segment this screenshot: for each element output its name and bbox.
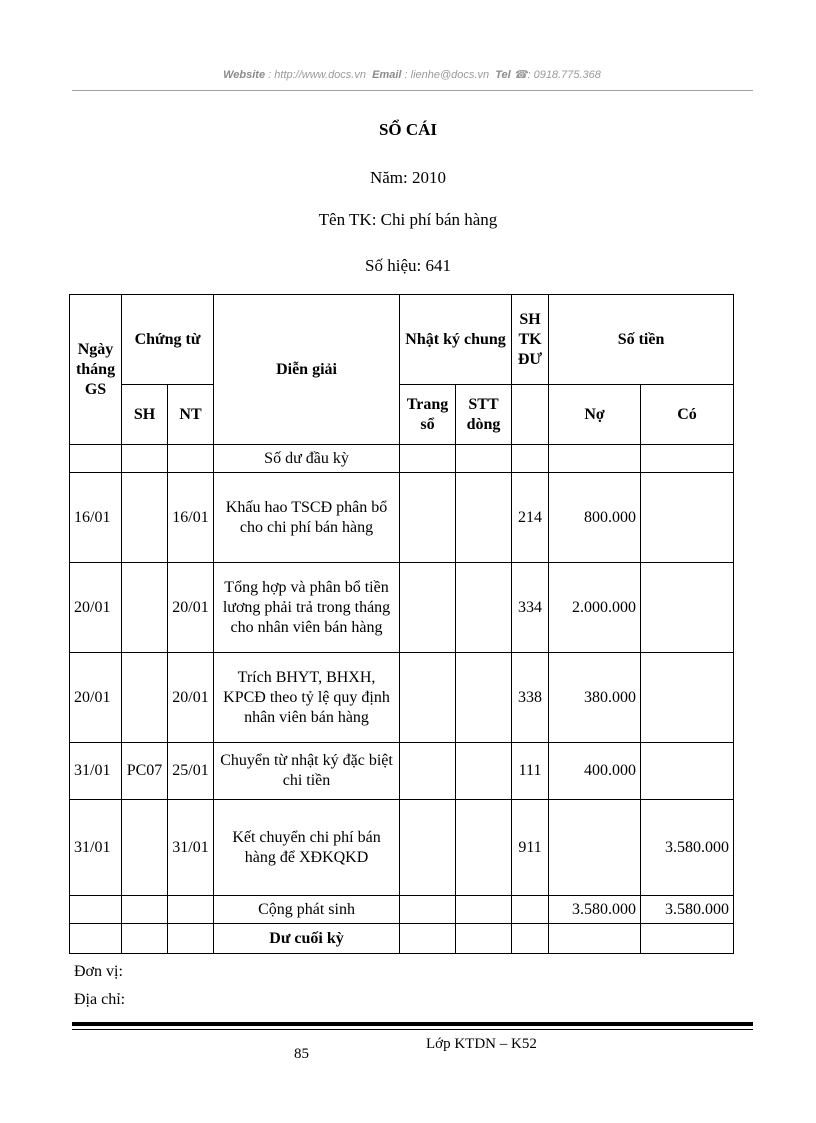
row-contra: 334 <box>512 563 549 653</box>
header-voucher-date: NT <box>168 385 214 445</box>
footer-divider-thin <box>72 1029 753 1030</box>
header-journal: Nhật ký chung <box>400 295 512 385</box>
row-line <box>456 653 512 743</box>
row-debit: 800.000 <box>549 473 641 563</box>
class-label: Lớp KTDN – K52 <box>426 1036 537 1052</box>
row-date: 31/01 <box>70 800 122 896</box>
row-description: Trích BHYT, BHXH, KPCĐ theo tỷ lệ quy định nhân viên bán hàng <box>214 653 400 743</box>
row-date: 16/01 <box>70 473 122 563</box>
row-page <box>400 800 456 896</box>
header-divider <box>72 90 753 91</box>
row-debit: 2.000.000 <box>549 563 641 653</box>
row-credit <box>641 743 734 800</box>
row-date: 20/01 <box>70 653 122 743</box>
page-number: 85 <box>294 1046 309 1062</box>
tel-label: Tel <box>495 69 511 81</box>
row-credit <box>641 473 734 563</box>
website-header <box>72 68 752 81</box>
header-page: Trang sổ <box>400 385 456 445</box>
row-contra: 214 <box>512 473 549 563</box>
opening-balance-label: Số dư đầu kỳ <box>214 445 400 473</box>
row-line <box>456 473 512 563</box>
row-date: 31/01 <box>70 743 122 800</box>
header-voucher: Chứng từ <box>122 295 214 385</box>
header-date: Ngày tháng GS <box>70 295 122 445</box>
row-description: Tổng hợp và phân bổ tiền lương phải trả trong tháng cho nhân viên bán hàng <box>214 563 400 653</box>
row-page <box>400 473 456 563</box>
header-line: STT dòng <box>456 385 512 445</box>
row-voucher-no: PC07 <box>122 743 168 800</box>
unit-label: Đơn vị: <box>74 963 123 980</box>
row-voucher-date: 25/01 <box>168 743 214 800</box>
table-row <box>70 800 734 896</box>
account-code: Số hiệu: 641 <box>365 256 451 275</box>
row-line <box>456 743 512 800</box>
row-voucher-date: 20/01 <box>168 653 214 743</box>
email-label: Email <box>372 69 402 81</box>
row-contra: 338 <box>512 653 549 743</box>
row-voucher-no <box>122 473 168 563</box>
table-row <box>70 743 734 800</box>
total-label: Cộng phát sinh <box>214 896 400 924</box>
account-name: Tên TK: Chi phí bán hàng <box>318 210 498 229</box>
header-contra-blank <box>512 385 549 445</box>
row-page <box>400 653 456 743</box>
row-debit: 400.000 <box>549 743 641 800</box>
ledger-title: SỔ CÁI <box>378 120 438 139</box>
row-line <box>456 563 512 653</box>
total-credit: 3.580.000 <box>641 896 734 924</box>
row-date: 20/01 <box>70 563 122 653</box>
row-debit: 380.000 <box>549 653 641 743</box>
row-line <box>456 800 512 896</box>
website-label: Website <box>223 69 266 81</box>
opening-balance-row <box>70 445 734 473</box>
row-description: Kết chuyển chi phí bán hàng để XĐKQKD <box>214 800 400 896</box>
ledger-year: Năm: 2010 <box>369 168 447 187</box>
table-row <box>70 653 734 743</box>
row-voucher-date: 20/01 <box>168 563 214 653</box>
row-voucher-no <box>122 563 168 653</box>
closing-balance-row <box>70 924 734 954</box>
row-contra: 111 <box>512 743 549 800</box>
total-debit: 3.580.000 <box>549 896 641 924</box>
row-description: Chuyển từ nhật ký đặc biệt chi tiền <box>214 743 400 800</box>
header-description: Diễn giải <box>214 295 400 445</box>
address-label: Địa chỉ: <box>74 991 126 1008</box>
row-description: Khấu hao TSCĐ phân bổ cho chi phí bán hàng <box>214 473 400 563</box>
header-amount: Số tiền <box>549 295 734 385</box>
general-ledger-table <box>69 294 734 954</box>
header-contra-account: SH TK ĐƯ <box>512 295 549 385</box>
footer-divider-thick <box>72 1022 753 1026</box>
row-contra: 911 <box>512 800 549 896</box>
row-credit: 3.580.000 <box>641 800 734 896</box>
email-value[interactable]: : lienhe@docs.vn <box>404 69 490 81</box>
closing-balance-label: Dư cuối kỳ <box>214 924 400 954</box>
row-debit <box>549 800 641 896</box>
row-voucher-no <box>122 800 168 896</box>
header-voucher-no: SH <box>122 385 168 445</box>
table-row <box>70 563 734 653</box>
row-page <box>400 563 456 653</box>
row-page <box>400 743 456 800</box>
phone-icon: ☎ <box>513 69 528 81</box>
website-value[interactable]: : http://www.docs.vn <box>268 69 366 81</box>
header-credit: Có <box>641 385 734 445</box>
total-row <box>70 896 734 924</box>
tel-value: : 0918.775.368 <box>527 69 601 81</box>
table-row <box>70 473 734 563</box>
row-credit <box>641 563 734 653</box>
row-credit <box>641 653 734 743</box>
row-voucher-date: 31/01 <box>168 800 214 896</box>
row-voucher-date: 16/01 <box>168 473 214 563</box>
header-debit: Nợ <box>549 385 641 445</box>
row-voucher-no <box>122 653 168 743</box>
